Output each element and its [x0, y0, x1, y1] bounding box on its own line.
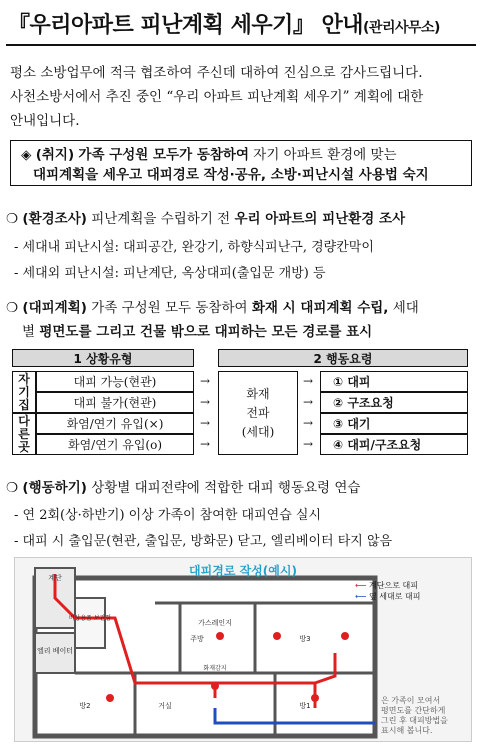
action-row: ② 구조요청	[320, 392, 468, 413]
situation-table	[12, 349, 470, 457]
plan-bullet: ❍	[6, 300, 19, 316]
action-label: (행동하기)	[22, 480, 87, 496]
situation-row: 화염/연기 유입(o)	[36, 434, 194, 455]
map-title: 대피경로 작성(예시)	[189, 564, 297, 578]
legend-red-label: 계단으로 대피	[369, 581, 418, 590]
label-stair: 계단	[48, 574, 62, 582]
arrow-icon: →	[200, 416, 211, 430]
label-living: 거실	[158, 702, 172, 710]
evacuation-floor-plan	[14, 557, 472, 742]
survey-text: 피난계획을 수립하기 전	[91, 211, 231, 227]
arrow-icon: →	[303, 437, 314, 451]
purpose-line-2: 대피계획을 세우고 대피경로 작성·공유, 소방·피난시설 사용법 숙지	[33, 167, 429, 183]
plan-heading	[6, 296, 419, 316]
page-title	[8, 8, 440, 39]
plan-label: (대피계획)	[22, 300, 87, 316]
alarm-icon	[106, 694, 114, 702]
intro-line-1: 평소 소방업무에 적극 협조하여 주신데 대하여 진심으로 감사드립니다.	[10, 65, 423, 81]
label-gas: 가스레인지	[198, 619, 232, 627]
lobby-room	[75, 598, 105, 648]
alarm-icon	[311, 694, 319, 702]
table-header-right: 2 행동요령	[218, 349, 468, 367]
action-bullet: ❍	[6, 480, 19, 496]
situation-row: 화염/연기 유입(×)	[36, 413, 194, 434]
plan-text-2: 세대	[392, 300, 419, 316]
arrow-icon: →	[200, 374, 211, 388]
label-lobby: 비상용품 보관함	[68, 615, 112, 622]
purpose-box	[10, 140, 472, 186]
plan-bold-2: 평면도를 그리고 건물 밖으로 대피하는 모든 경로를 표시	[39, 324, 373, 340]
purpose-bold: 가족 구성원 모두가 동참하여	[78, 147, 249, 163]
arrow-icon: →	[303, 416, 314, 430]
legend-blue-label: 옆 세대로 대피	[369, 592, 421, 601]
situation-row: 대피 가능(현관)	[36, 371, 194, 392]
action-row: ① 대피	[320, 371, 468, 392]
purpose-marker: ◈	[21, 147, 32, 163]
plan-bold-1: 화재 시 대피계획 수립,	[251, 300, 389, 316]
label-room3: 방3	[299, 635, 311, 643]
map-note: 은 가족이 모여서 평면도를 간단하게 그린 후 대피방법을 표시해 봅니다.	[381, 696, 448, 735]
group-elsewhere: 다른곳	[12, 413, 36, 455]
blue-arrow-icon: ⟵	[355, 592, 367, 601]
fire-alert-cell: 화재 전파 (세대)	[218, 371, 298, 455]
title-main: 『우리아파트 피난계획 세우기』 안내	[8, 13, 364, 38]
table-header-left: 1 상황유형	[12, 349, 194, 367]
alarm-icon	[216, 632, 224, 640]
label-kitchen: 주방	[190, 635, 204, 643]
survey-item-2: - 세대외 피난시설: 피난계단, 옥상대피(출입문 개방) 등	[14, 266, 326, 281]
survey-label: (환경조사)	[22, 211, 87, 227]
alarm-icon	[211, 682, 219, 690]
label-room2: 방2	[79, 702, 91, 710]
survey-heading	[6, 207, 405, 227]
arrow-icon: →	[200, 395, 211, 409]
label-elevator: 엘리 베이터	[36, 647, 74, 655]
survey-bold: 우리 아파트의 피난환경 조사	[234, 211, 406, 227]
arrow-icon: →	[200, 437, 211, 451]
alarm-icon	[273, 632, 281, 640]
purpose-label: (취지)	[35, 147, 75, 163]
purpose-line-1	[21, 143, 397, 163]
arrow-icon: →	[303, 374, 314, 388]
action-item-1: - 연 2회(상·하반기) 이상 가족이 참여한 대피연습 실시	[14, 508, 322, 523]
plan-line2-pre: 별	[22, 324, 36, 340]
label-alarm: 화재감지	[203, 665, 227, 672]
survey-item-1: - 세대내 피난시설: 대피공간, 완강기, 하향식피난구, 경량칸막이	[14, 240, 374, 255]
group-own-home: 자기집	[12, 371, 36, 413]
plan-text-1: 가족 구성원 모두 동참하여	[91, 300, 248, 316]
action-text: 상황별 대피전략에 적합한 대피 행동요령 연습	[91, 480, 361, 496]
action-item-2: - 대피 시 출입문(현관, 출입문, 방화문) 닫고, 엘리베이터 타지 않음	[14, 534, 393, 549]
red-arrow-icon: ⟵	[355, 581, 367, 590]
situation-row: 대피 불가(현관)	[36, 392, 194, 413]
intro-line-2: 사천소방서에서 추진 중인 “우리 아파트 피난계획 세우기” 계획에 대한	[10, 89, 424, 105]
action-row: ③ 대기	[320, 413, 468, 434]
map-legend	[355, 580, 420, 602]
alarm-icon	[341, 632, 349, 640]
legend-item-blue	[355, 591, 420, 602]
title-area	[0, 0, 482, 56]
intro-line-3: 안내입니다.	[10, 113, 80, 129]
survey-bullet: ❍	[6, 211, 19, 227]
label-room1: 방1	[299, 702, 311, 710]
legend-item-red	[355, 580, 420, 591]
plan-line-2	[22, 320, 372, 340]
action-heading	[6, 476, 360, 496]
action-row: ④ 대피/구조요청	[320, 434, 468, 455]
purpose-rest: 자기 아파트 환경에 맞는	[253, 147, 397, 163]
arrow-icon: →	[303, 395, 314, 409]
title-sub: (관리사무소)	[363, 20, 440, 36]
